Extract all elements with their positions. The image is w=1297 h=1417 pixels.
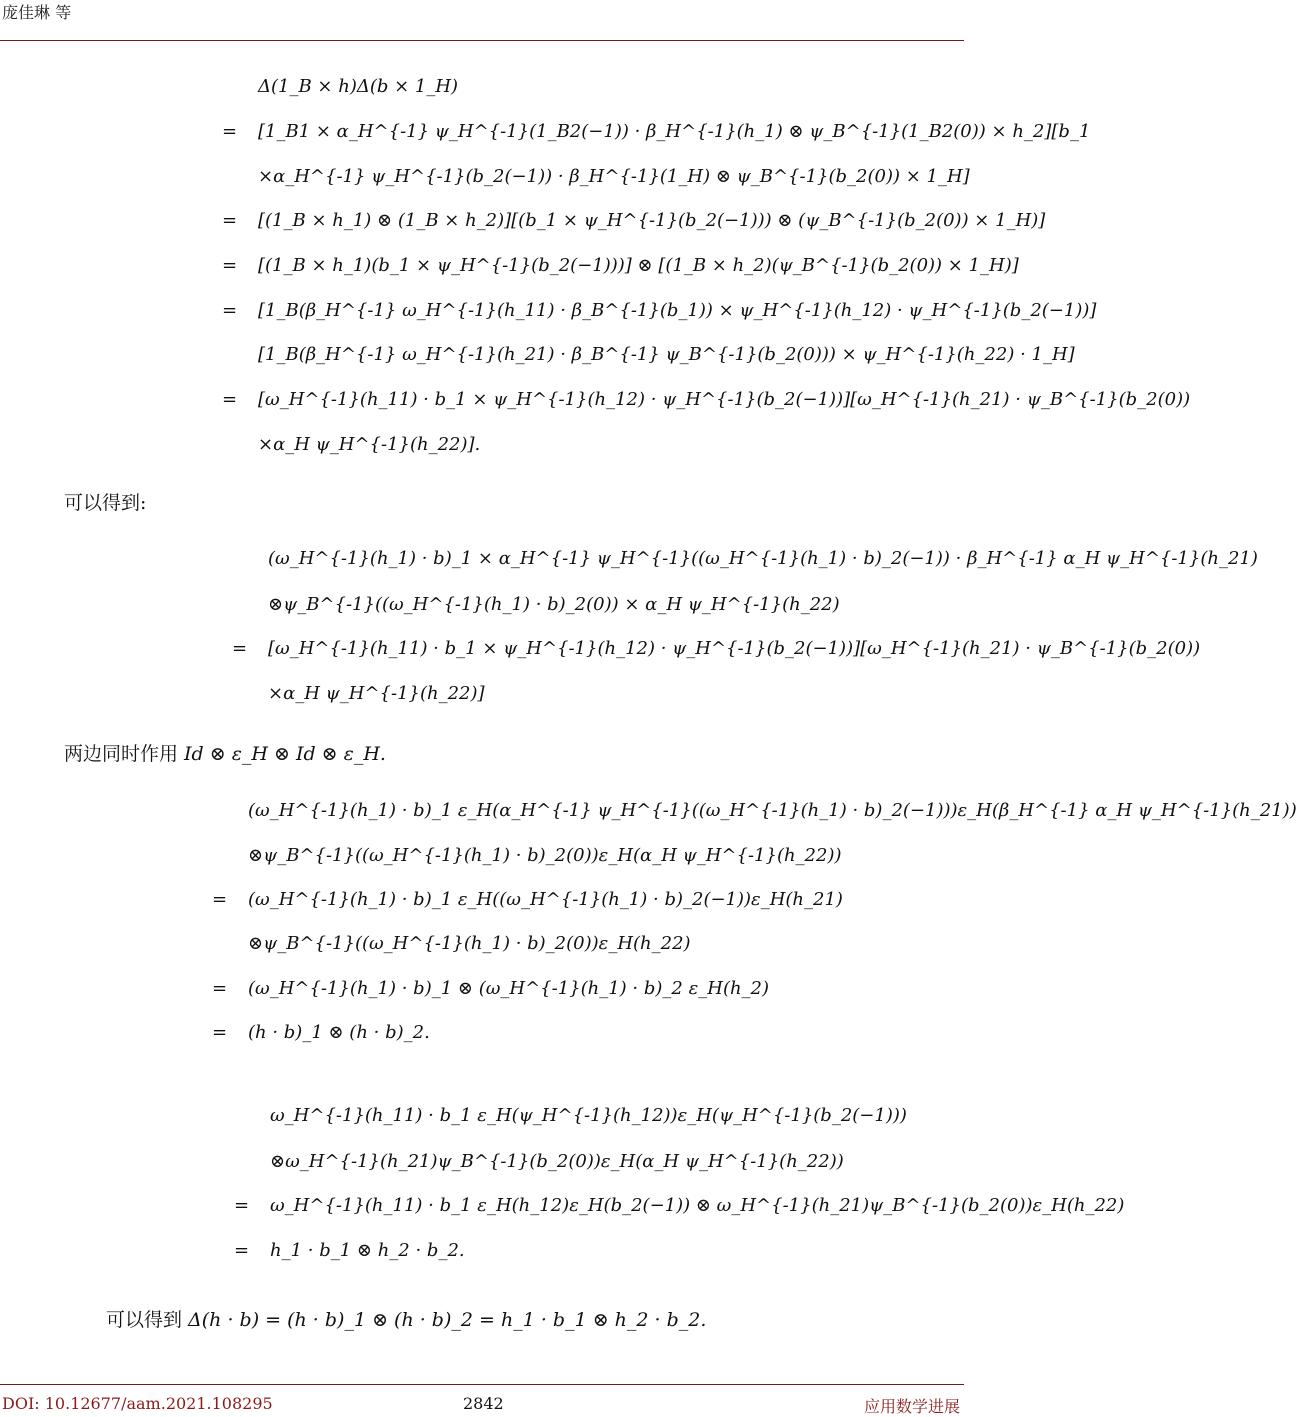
equals-sign: = — [232, 638, 248, 659]
equals-sign: = — [234, 1195, 250, 1216]
equals-sign: = — [212, 1022, 228, 1043]
equation-line: (h · b)_1 ⊗ (h · b)_2. — [248, 1022, 430, 1043]
equation-line: ⊗ψ_B^{-1}((ω_H^{-1}(h_1) · b)_2(0))ε_H(α_H ψ_H^{-1}(h_22)) — [248, 845, 842, 866]
footer-rule — [0, 1384, 964, 1385]
equation-line: ×α_H ψ_H^{-1}(h_22)]. — [258, 434, 481, 455]
equals-sign: = — [212, 889, 228, 910]
equation-line: h_1 · b_1 ⊗ h_2 · b_2. — [270, 1240, 465, 1261]
equation-line: ⊗ω_H^{-1}(h_21)ψ_B^{-1}(b_2(0))ε_H(α_H ψ_H^{-1}(h_22)) — [270, 1151, 844, 1172]
equation-line: ×α_H ψ_H^{-1}(h_22)] — [268, 683, 485, 704]
equation-line: Δ(1_B × h)Δ(b × 1_H) — [258, 76, 459, 97]
equation-line: ×α_H^{-1} ψ_H^{-1}(b_2(−1)) · β_H^{-1}(1_H) ⊗ ψ_B^{-1}(b_2(0)) × 1_H] — [258, 166, 970, 187]
equals-sign: = — [222, 389, 238, 410]
equals-sign: = — [222, 300, 238, 321]
paragraph-text: 可以得到: — [64, 492, 147, 514]
equals-sign: = — [234, 1240, 250, 1261]
equation-line: ⊗ψ_B^{-1}((ω_H^{-1}(h_1) · b)_2(0))ε_H(h_22) — [248, 933, 691, 954]
equation-line: ω_H^{-1}(h_11) · b_1 ε_H(h_12)ε_H(b_2(−1)) ⊗ ω_H^{-1}(h_21)ψ_B^{-1}(b_2(0))ε_H(h_22) — [270, 1195, 1125, 1216]
equals-sign: = — [222, 255, 238, 276]
equals-sign: = — [222, 121, 238, 142]
equation-line: ω_H^{-1}(h_11) · b_1 ε_H(ψ_H^{-1}(h_12))ε_H(ψ_H^{-1}(b_2(−1))) — [270, 1105, 907, 1126]
equation-line: [1_B(β_H^{-1} ω_H^{-1}(h_11) · β_B^{-1}(b_1)) × ψ_H^{-1}(h_12) · ψ_H^{-1}(b_2(−1))] — [258, 300, 1097, 321]
equals-sign: = — [222, 210, 238, 231]
equation-line: (ω_H^{-1}(h_1) · b)_1 ⊗ (ω_H^{-1}(h_1) · b)_2 ε_H(h_2) — [248, 978, 770, 999]
equation-line: ⊗ψ_B^{-1}((ω_H^{-1}(h_1) · b)_2(0)) × α_H ψ_H^{-1}(h_22) — [268, 594, 840, 615]
equation-line: [(1_B × h_1) ⊗ (1_B × h_2)][(b_1 × ψ_H^{-1}(b_2(−1))) ⊗ (ψ_B^{-1}(b_2(0)) × 1_H)] — [258, 210, 1046, 231]
paragraph-text-prefix: 两边同时作用 — [64, 743, 185, 765]
running-header-authors: 庞佳琳 等 — [2, 3, 72, 22]
equation-line: (ω_H^{-1}(h_1) · b)_1 ε_H((ω_H^{-1}(h_1) · b)_2(−1))ε_H(h_21) — [248, 889, 843, 910]
paragraph-text-prefix: 可以得到 — [106, 1309, 189, 1331]
equals-sign: = — [212, 978, 228, 999]
inline-formula: Id ⊗ ε_H ⊗ Id ⊗ ε_H. — [184, 743, 386, 765]
footer-journal-name: 应用数学进展 — [863, 1397, 960, 1416]
inline-formula: Δ(h · b) = (h · b)_1 ⊗ (h · b)_2 = h_1 · b_1 ⊗ h_2 · b_2. — [188, 1309, 707, 1331]
paragraph-text — [64, 739, 386, 766]
equation-line: (ω_H^{-1}(h_1) · b)_1 × α_H^{-1} ψ_H^{-1}((ω_H^{-1}(h_1) · b)_2(−1)) · β_H^{-1} α_H ψ_H^{-1}(h_21) — [268, 548, 1258, 569]
footer-doi: DOI: 10.12677/aam.2021.108295 — [2, 1394, 273, 1413]
equation-line: [1_B1 × α_H^{-1} ψ_H^{-1}(1_B2(−1)) · β_H^{-1}(h_1) ⊗ ψ_B^{-1}(1_B2(0)) × h_2][b_1 — [258, 121, 1091, 142]
footer-page-number: 2842 — [463, 1394, 504, 1413]
paragraph-text — [106, 1305, 706, 1332]
header-rule — [0, 40, 964, 41]
equation-line: [ω_H^{-1}(h_11) · b_1 × ψ_H^{-1}(h_12) · ψ_H^{-1}(b_2(−1))][ω_H^{-1}(h_21) · ψ_B^{-1}(b_2(0)) — [268, 638, 1201, 659]
equation-line: [1_B(β_H^{-1} ω_H^{-1}(h_21) · β_B^{-1} ψ_B^{-1}(b_2(0))) × ψ_H^{-1}(h_22) · 1_H] — [258, 344, 1075, 365]
equation-line: (ω_H^{-1}(h_1) · b)_1 ε_H(α_H^{-1} ψ_H^{-1}((ω_H^{-1}(h_1) · b)_2(−1)))ε_H(β_H^{-1} α_H ψ_H^{-1}(h_21)) — [248, 800, 1297, 821]
equation-line: [ω_H^{-1}(h_11) · b_1 × ψ_H^{-1}(h_12) · ψ_H^{-1}(b_2(−1))][ω_H^{-1}(h_21) · ψ_B^{-1}(b_2(0)) — [258, 389, 1191, 410]
equation-line: [(1_B × h_1)(b_1 × ψ_H^{-1}(b_2(−1)))] ⊗ [(1_B × h_2)(ψ_B^{-1}(b_2(0)) × 1_H)] — [258, 255, 1019, 276]
